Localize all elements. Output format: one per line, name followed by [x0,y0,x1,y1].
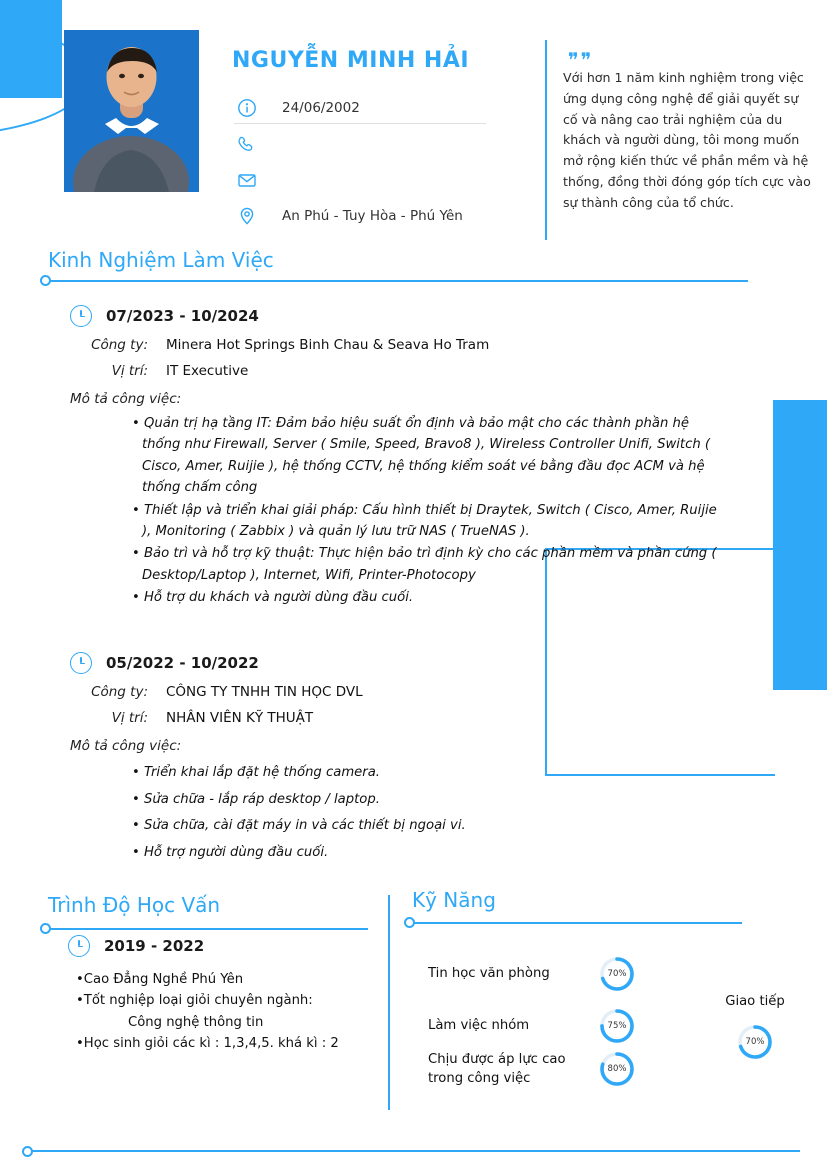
list-item: • Sửa chữa, cài đặt máy in và các thiết bị ngoại vi. [132,818,466,834]
decoration-bottom-dot [22,1146,33,1157]
experience-date-row [70,305,730,327]
summary-divider [545,40,547,240]
contact-address: An Phú - Tuy Hòa - Phú Yên [282,208,463,224]
skill-label: Giao tiếp [725,994,785,1009]
contact-birthdate: 24/06/2002 [282,100,360,116]
education-item [68,935,388,1055]
header [0,0,827,250]
list-item: • Quản trị hạ tầng IT: Đảm bảo hiệu suất ổn định và bảo mật cho các thành phần hệ thống như Firewall, Server ( Smile, Speed, Bravo8 ), Wireless Controller Unifi, Switch ( Cisco, Amer, Ruijie ), hệ thống CCTV, hệ thống kiểm soát vé bằng đầu đọc ACM và hệ thống chấm công [132,416,711,496]
clock-icon [70,305,92,327]
skills-vertical-divider [388,895,390,1110]
profile-summary: Với hơn 1 năm kinh nghiệm trong việc ứng dụng công nghệ để giải quyết sự cố và nâng cao trải nghiệm của du khách và người dùng, tôi mong muốn mở rộng kiến thức về phần mềm và hệ thống, đồng thời đóng góp tích cực vào sự thành công của tổ chức. [563,70,811,210]
experience-date-row [70,652,730,674]
skill-item [428,1050,653,1088]
list-item: • Triển khai lắp đặt hệ thống camera. [132,765,380,780]
skill-percent: 75% [607,1021,627,1031]
experience-company-row [70,337,730,353]
experience-company-label: Công ty: [91,337,148,353]
section-dot-experience [40,275,51,286]
contact-row-phone [234,128,534,160]
location-icon [234,203,260,229]
experience-date: 07/2023 - 10/2024 [106,307,259,325]
contact-row-address [234,200,534,232]
contact-row-email [234,164,534,196]
list-item: •Tốt nghiệp loại giỏi chuyên ngành: [76,993,313,1009]
skill-label: Tin học văn phòng [428,966,550,982]
page-title: NGUYỄN MINH HẢI [232,48,470,73]
education-major: Công nghệ thông tin [128,1014,264,1030]
list-item: • Hỗ trợ người dùng đầu cuối. [132,845,329,861]
education-date-row [68,935,388,957]
experience-position-row [70,363,730,379]
list-item: • Sửa chữa - lắp ráp desktop / laptop. [132,791,380,807]
experience-position-row [70,710,730,726]
profile-photo [64,30,199,192]
section-rule-skills [412,922,742,924]
decoration-right-block [773,400,827,690]
contact-row-birthdate [234,92,534,124]
section-title-skills: Kỹ Năng [412,888,496,912]
skill-item [700,992,810,1065]
experience-item [70,305,730,609]
experience-item [70,652,730,867]
experience-company-value: Minera Hot Springs Binh Chau & Seava Ho Tram [166,337,490,353]
section-title-education: Trình Độ Học Vấn [48,893,221,917]
skill-label: Chịu được áp lực cao trong công việc [428,1052,566,1087]
info-icon [234,95,260,121]
phone-icon [234,131,260,157]
experience-company-row [70,684,730,700]
skill-percent: 80% [607,1064,627,1075]
clock-icon [70,652,92,674]
experience-position-label: Vị trí: [111,363,148,379]
section-dot-education [40,923,51,934]
experience-bullets [132,413,730,608]
skill-label: Làm việc nhóm [428,1018,530,1034]
experience-desc-label: Mô tả công việc: [70,391,182,407]
list-item: •Học sinh giỏi các kì : 1,3,4,5. khá kì : 2 [76,1036,339,1052]
experience-position-value: NHÂN VIÊN KỸ THUẬT [166,710,314,726]
list-item: • Hỗ trợ du khách và người dùng đầu cuối. [132,590,414,605]
section-title-experience: Kinh Nghiệm Làm Việc [48,248,274,272]
skill-progress-ring [736,1023,774,1061]
section-dot-skills [404,917,415,928]
list-item: •Cao Đẳng Nghề Phú Yên [76,972,244,987]
education-date: 2019 - 2022 [104,937,205,955]
experience-company-label: Công ty: [91,684,148,700]
experience-desc-label: Mô tả công việc: [70,738,182,754]
skill-progress-ring [598,955,636,993]
clock-icon [68,935,90,957]
list-item: • Bảo trì và hỗ trợ kỹ thuật: Thực hiện bảo trì định kỳ cho các phần mềm và phần cứng ( Desktop/Laptop ), Internet, Wifi, Printer-Photocopy [132,546,717,583]
experience-date: 05/2022 - 10/2022 [106,654,259,672]
skill-percent: 70% [607,969,627,979]
skill-progress-ring [598,1050,636,1088]
contact-list [234,92,534,236]
skill-item [428,955,653,993]
education-list [76,969,388,1055]
quote-icon: ❞❞ [568,48,594,72]
experience-bullets [132,760,730,866]
section-rule-education [48,928,368,930]
experience-position-value: IT Executive [166,363,249,379]
skill-progress-ring [598,1007,636,1045]
experience-position-label: Vị trí: [111,710,148,726]
skill-percent: 70% [745,1037,765,1048]
experience-company-value: CÔNG TY TNHH TIN HỌC DVL [166,684,363,700]
section-rule-experience [48,280,748,282]
decoration-bottom-line [30,1150,800,1152]
list-item: • Thiết lập và triển khai giải pháp: Cấu hình thiết bị Draytek, Switch ( Cisco, Amer, Ruijie ), Monitoring ( Zabbix ) và quản lý lưu trữ NAS ( TrueNAS ). [132,502,717,539]
mail-icon [234,167,260,193]
skill-item [428,1007,653,1045]
